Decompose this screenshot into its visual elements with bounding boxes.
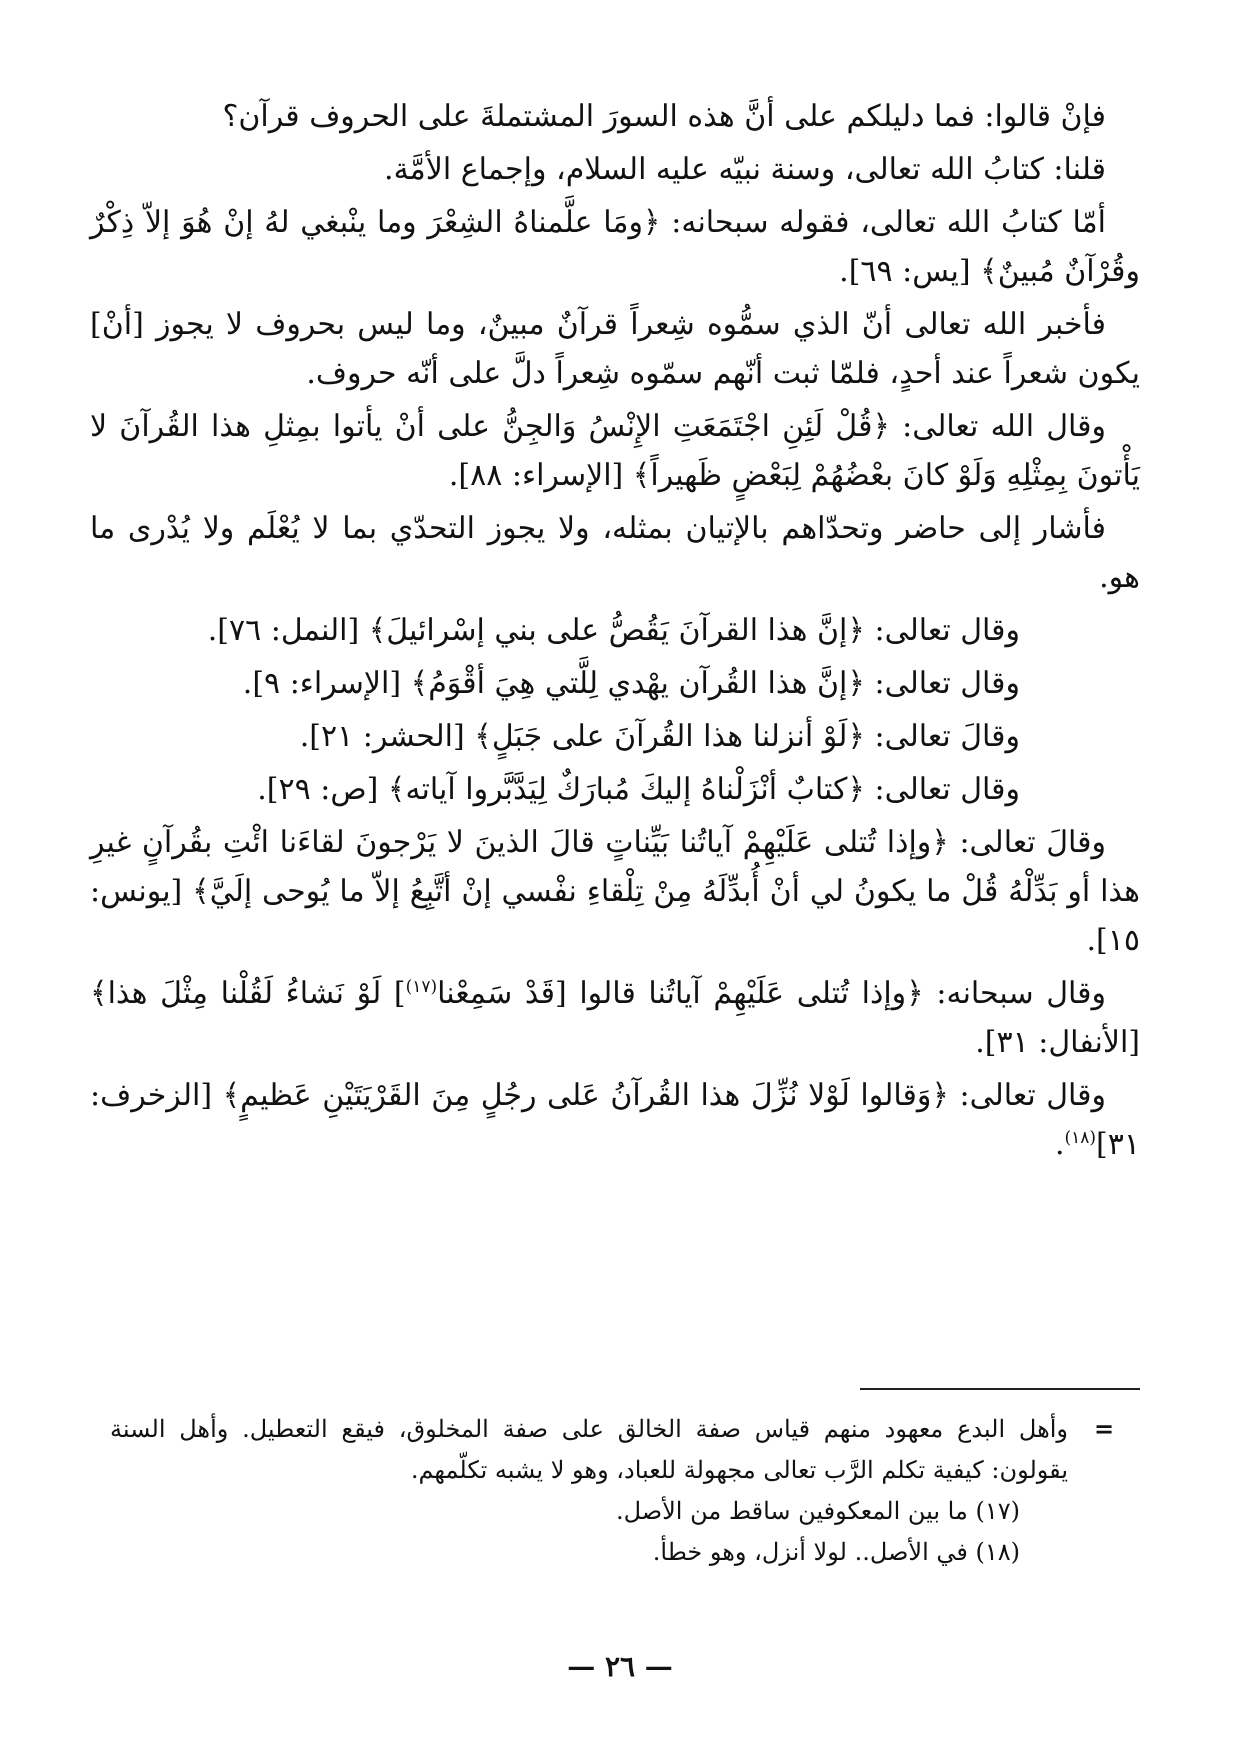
footnote-continuation	[110, 1408, 1140, 1491]
paragraph-anfal-31	[90, 969, 1140, 1067]
footnote-ref-18: (١٨)	[1064, 1128, 1097, 1148]
footnote-continuation-text: وأهل البدع معهود منهم قياس صفة الخالق على صفة المخلوق، فيقع التعطيل. وأهل السنة يقولون: كيفية تكلم الرَّب تعالى مجهولة للعباد، وهو لا يشبه تكلّمهم.	[110, 1415, 1068, 1484]
page-number: — ٢٦ —	[567, 1650, 673, 1683]
paragraph-naml-76: وقال تعالى: ﴿إنَّ هذا القرآنَ يَقُصُّ على بني إسْرائيلَ﴾ [النمل: ٧٦].	[207, 613, 1020, 648]
main-text	[90, 92, 1140, 1173]
footnote-18: (١٨) في الأصل.. لولا أنزل، وهو خطأ.	[652, 1538, 1020, 1566]
paragraph-challenge: فأشار إلى حاضر وتحدّاهم بالإتيان بمثله، ولا يجوز التحدّي بما لا يُعْلَم ولا يُدْرى ما هو.	[90, 511, 1140, 595]
zukhruf-period: .	[1054, 1127, 1065, 1162]
zukhruf-text: وقال تعالى: ﴿وَقالوا لَوْلا نُزِّلَ هذا القُرآنُ عَلى رجُلٍ مِنَ القَرْيَتَيْنِ عَظيمٍ﴾ [الزخرف: ٣١]	[90, 1078, 1140, 1162]
paragraph-yunus-15: وقالَ تعالى: ﴿وإذا تُتلى عَلَيْهِمْ آياتُنا بَيِّناتٍ قالَ الذينَ لا يَرْجونَ لقاءَنا ائْتِ بقُرآنٍ غيرِ هذا أو بَدِّلْهُ قُلْ ما يكونُ لي أنْ أُبدِّلَهُ مِنْ تِلْقاءِ نفْسي إنْ أتَّبِعُ إلاّ ما يُوحى إلَيَّ﴾ [يونس: ١٥].	[90, 825, 1140, 958]
footnote-separator	[860, 1388, 1140, 1390]
paragraph-isra-9: وقال تعالى: ﴿إنَّ هذا القُرآن يهْدي لِلَّتي هِيَ أقْوَمُ﴾ [الإسراء: ٩].	[242, 666, 1020, 701]
paragraph-objection: فإنْ قالوا: فما دليلكم على أنَّ هذه السورَ المشتملةَ على الحروف قرآن؟	[222, 99, 1106, 134]
footnote-ref-17: (١٧)	[405, 977, 438, 997]
continuation-mark: =	[1093, 1414, 1115, 1443]
paragraph-hashr-21: وقالَ تعالى: ﴿لَوْ أنزلنا هذا القُرآنَ على جَبَلٍ﴾ [الحشر: ٢١].	[299, 719, 1020, 754]
paragraph-yasin-verse: أمّا كتابُ الله تعالى، فقوله سبحانه: ﴿ومَا علَّمناهُ الشِعْرَ وما ينْبغي لهُ إنْ هُوَ إلاّ ذِكْرٌ وقُرْآنٌ مُبينٌ﴾ [يس: ٦٩].	[90, 205, 1140, 289]
footnote-17: (١٧) ما بين المعكوفين ساقط من الأصل.	[615, 1497, 1020, 1525]
paragraph-isra-88: وقال الله تعالى: ﴿قُلْ لَئِنِ اجْتَمَعَتِ الإِنْسُ وَالجِنُّ على أنْ يأتوا بمِثلِ هذا القُرآنَ لا يَأْتونَ بِمِثْلِهِ وَلَوْ كانَ بعْضُهُمْ لِبَعْضٍ ظَهيراً﴾ [الإسراء: ٨٨].	[90, 409, 1140, 493]
paragraph-answer: قلنا: كتابُ الله تعالى، وسنة نبيّه عليه السلام، وإجماع الأمَّة.	[384, 152, 1106, 187]
footnotes	[110, 1408, 1140, 1573]
anfal-text-start: وقال سبحانه: ﴿وإذا تُتلى عَلَيْهِمْ آياتُنا قالوا [قَدْ سَمِعْنا	[437, 976, 1106, 1011]
paragraph-sad-29: وقال تعالى: ﴿كتابٌ أنْزَلْناهُ إليكَ مُبارَكٌ لِيَدَّبَّروا آياته﴾ [ص: ٢٩].	[257, 772, 1020, 807]
paragraph-zukhruf-31	[90, 1071, 1140, 1169]
paragraph-poetry-argument: فأخبر الله تعالى أنّ الذي سمُّوه شِعراً قرآنٌ مبينٌ، وما ليس بحروف لا يجوز [أنْ] يكون شعراً عند أحدٍ، فلمّا ثبت أنّهم سمّوه شِعراً دلَّ على أنّه حروف.	[90, 307, 1140, 391]
anfal-text-end: ] لَوْ نَشاءُ لَقُلْنا مِثْلَ هذا﴾ [الأنفال: ٣١].	[90, 976, 1140, 1060]
